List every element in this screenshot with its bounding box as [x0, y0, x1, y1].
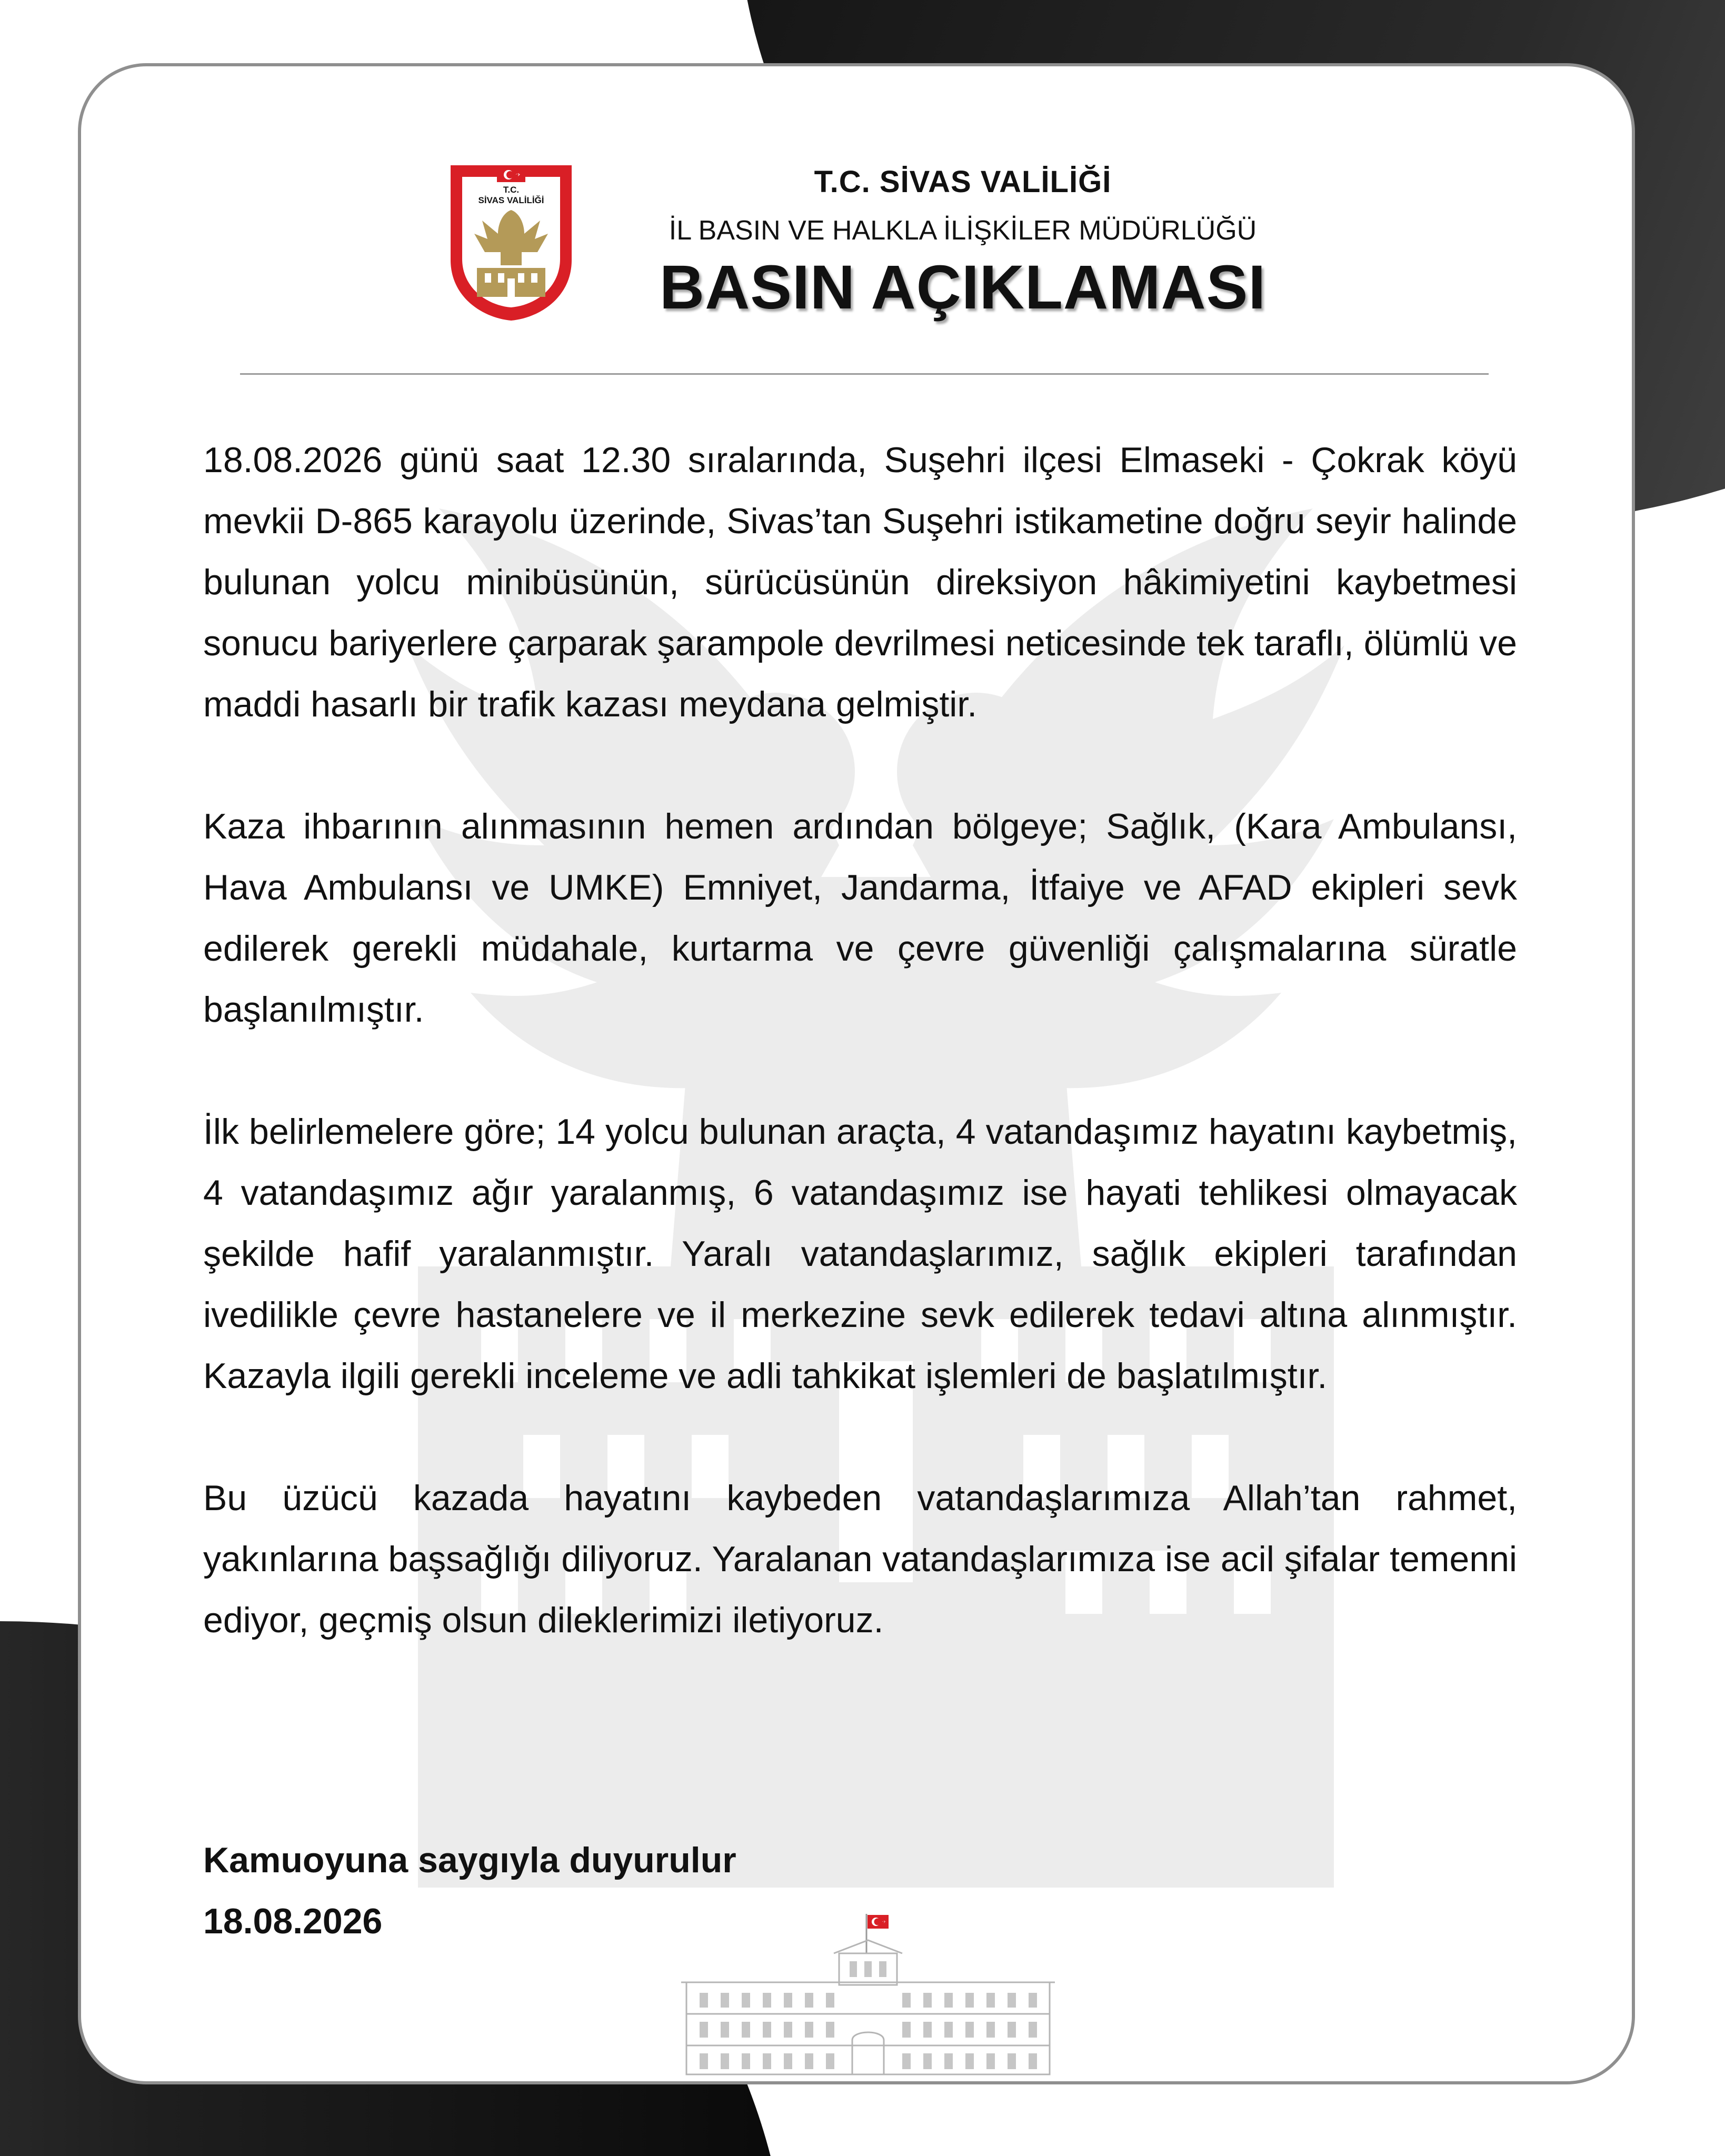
sivas-valiligi-emblem-icon — [445, 160, 577, 323]
paragraph-condolences: Bu üzücü kazada hayatını kaybeden vatandaşlarımıza Allah’tan rahmet, yakınlarına başsağlığı diliyoruz. Yaralanan vatandaşlarımıza ise acil şifalar temenni ediyor, geçmiş olsun dileklerimizi iletiyoruz. — [203, 1478, 1517, 1640]
document-title: BASIN AÇIKLAMASI — [659, 253, 1267, 322]
closing-statement: Kamuoyuna saygıyla duyurulur — [203, 1840, 736, 1880]
emblem-bottom-text: SİVAS VALİLİĞİ — [478, 195, 544, 205]
department-name: İL BASIN VE HALKLA İLİŞKİLER MÜDÜRLÜĞÜ — [669, 215, 1257, 246]
closing-date: 18.08.2026 — [203, 1901, 383, 1941]
document-card — [78, 63, 1635, 2084]
emblem-top-text: T.C. — [503, 185, 520, 195]
press-release-body — [203, 430, 1517, 1712]
paragraph-response: Kaza ihbarının alınmasının hemen ardından bölgeye; Sağlık, (Kara Ambulansı, Hava Ambulansı ve UMKE) Emniyet, Jandarma, İtfaiye ve AFAD ekipleri sevk edilerek gerekli müdahale, kurtarma ve çevre güvenliği çalışmalarına süratle başlanılmıştır. — [203, 806, 1517, 1030]
governorship-building-icon — [676, 1909, 1060, 2077]
closing-block — [203, 1830, 736, 1952]
institution-name: T.C. SİVAS VALİLİĞİ — [814, 165, 1112, 199]
paragraph-casualties: İlk belirlemelere göre; 14 yolcu bulunan araçta, 4 vatandaşımız hayatını kaybetmiş, 4 vatandaşımız ağır yaralanmış, 6 vatandaşımız ise hayati tehlikesi olmayacak şekilde hafif yaralanmıştır. Yaralı vatandaşlarımız, sağlık ekipleri tarafından ivedilikle çevre hastanelere ve il merkezine sevk edilerek tedavi altına alınmıştır. Kazayla ilgili gerekli inceleme ve adli tahkikat işlemleri de başlatılmıştır. — [203, 1112, 1517, 1396]
header-divider — [240, 373, 1489, 375]
paragraph-incident: 18.08.2026 günü saat 12.30 sıralarında, Suşehri ilçesi Elmaseki - Çokrak köyü mevkii D-865 karayolu üzerinde, Sivas’tan Suşehri istikametine doğru seyir halinde bulunan yolcu minibüsünün, sürücüsünün direksiyon hâkimiyetini kaybetmesi sonucu bariyerlere çarparak şarampole devrilmesi neticesinde tek taraflı, ölümlü ve maddi hasarlı bir trafik kazası meydana gelmiştir. — [203, 440, 1517, 724]
